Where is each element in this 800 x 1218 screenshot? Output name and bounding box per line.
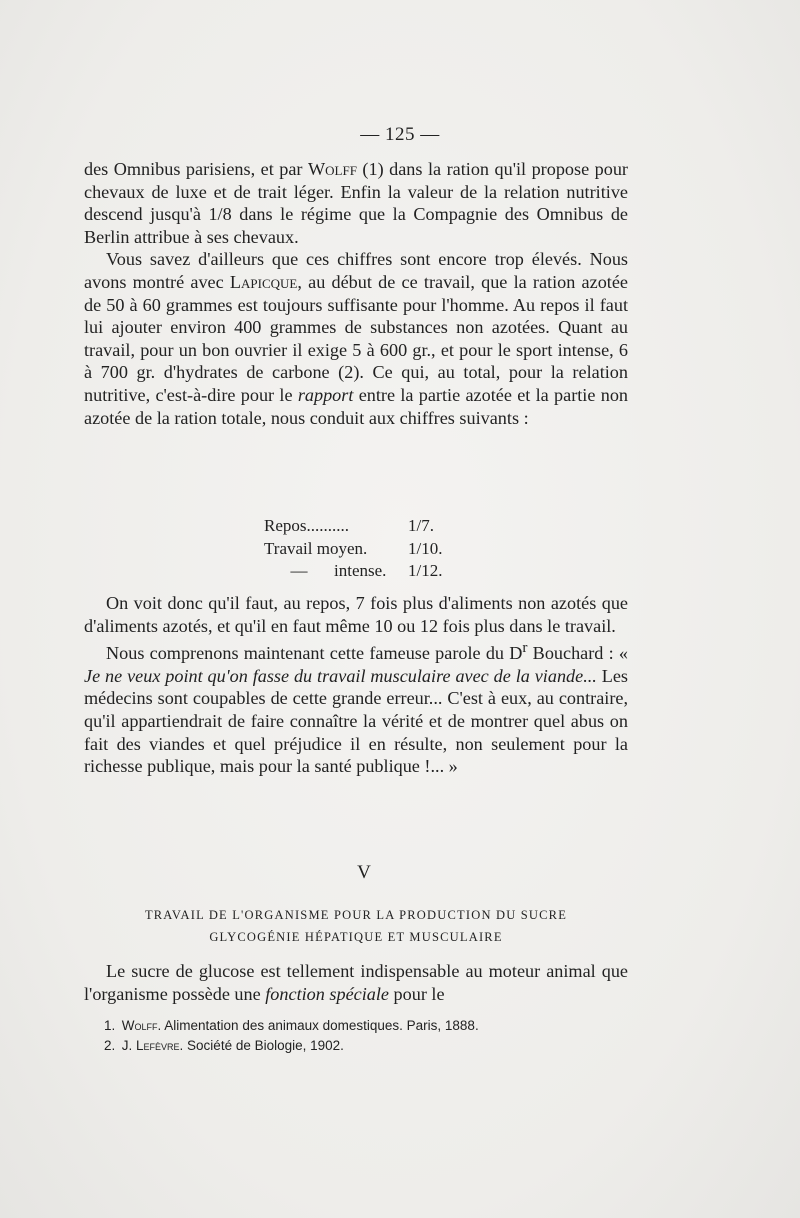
paragraph-1 [84,158,628,248]
main-text-bottom [84,960,628,1005]
page-number: — 125 — [360,124,440,145]
footnote-number: 1. [104,1018,116,1033]
emphasis-rapport: rapport [297,384,354,405]
text-run: Vous savez d'ailleurs que ces chiffres sont encore trop élevés. Nous avons montré avec [84,249,628,292]
row-value: 1/10. [408,538,443,558]
footnote-text: . Alimentation des animaux domestiques. Paris, 1888. [157,1018,479,1033]
text-run: , au début de ce travail, que la ration azotée de 50 à 60 grammes est toujours suffisante pour l'homme. Au repos il faut lui ajouter environ 400 grammes de substances non azotées. Quant au travail, pour un bon ouvrier il exige 5 à 600 gr., et pour le sport intense, 6 à 700 gr. d'hydrates de carbone (2). Ce qui, au total, pour la relation nutritive, c'est-à-dire pour le [84,271,628,405]
paragraph-5 [84,960,628,1005]
text-run: entre la partie azotée et la partie non azotée de la ration totale, nous conduit aux chiffres suivants : [84,384,629,428]
ratio-table [264,515,442,583]
text-run: (1) dans la ration qu'il propose pour chevaux de luxe et de trait léger. Enfin la valeur de la relation nutritive descend jusqu'à 1/8 dans le régime que la Compagnie des Omnibus de Berlin attribue à ses chevaux. [84,159,628,247]
text-run: Le sucre de glucose est tellement indispensable au moteur animal que l'organisme possède une [84,961,628,1004]
footnote-text: . Société de Biologie, 1902. [179,1038,344,1053]
text-run: des Omnibus parisiens, et par [84,159,308,179]
table-row [264,515,442,538]
emphasis: fonction spéciale [265,983,389,1004]
row-value: 1/12. [408,561,443,580]
footnote-number: 2. [104,1038,116,1053]
section-title-line-1: TRAVAIL DE L'ORGANISME POUR LA PRODUCTION DU SUCRE [144,908,568,922]
text-run: Les médecins sont coupables de cette grande erreur... C'est à eux, au contraire, qu'il appartiendrait de faire connaître la vérité et de montrer quel abus on fait des viandes et quel préjudice il en résulte, non seulement pour la richesse publique, mais pour la santé publique !... » [84,665,628,777]
section-title [84,904,628,948]
paragraph-2 [84,248,628,429]
row-label: Travail moyen. [264,538,368,558]
footnote-2 [104,1036,624,1056]
paragraph-3: On voit donc qu'il faut, au repos, 7 fois plus d'aliments non azotés que d'aliments azotés, et qu'il en faut même 10 ou 12 fois plus dans le travail. [84,593,628,636]
main-text-middle [84,592,628,778]
row-sublabel: intense. [334,561,387,580]
section-title-line-2: GLYCOGÉNIE HÉPATIQUE ET MUSCULAIRE [209,930,503,944]
quotation: Je ne veux point qu'on fasse du travail musculaire avec de la viande... [84,665,597,686]
footnote-1 [104,1016,624,1036]
author-lapicque: Lapicque [229,271,298,292]
text-run: pour le [389,983,445,1004]
text-run: Nous comprenons maintenant cette fameuse parole du D [106,643,523,664]
table-row [264,560,442,583]
author-wolff: Wolff [307,159,357,179]
row-value: 1/7. [408,516,434,535]
footnote-author: Wolff [121,1018,158,1033]
superscript: r [522,639,528,657]
section-numeral: V [357,862,371,883]
text-run: Bouchard : « [527,643,628,664]
table-row [264,538,442,561]
row-label: — [290,561,308,580]
main-text-top [84,158,628,429]
footnotes [104,1016,624,1056]
paragraph-4 [84,637,628,778]
footnote-author: J. Lefèvre [121,1038,180,1053]
row-label: Repos.......... [264,516,349,535]
